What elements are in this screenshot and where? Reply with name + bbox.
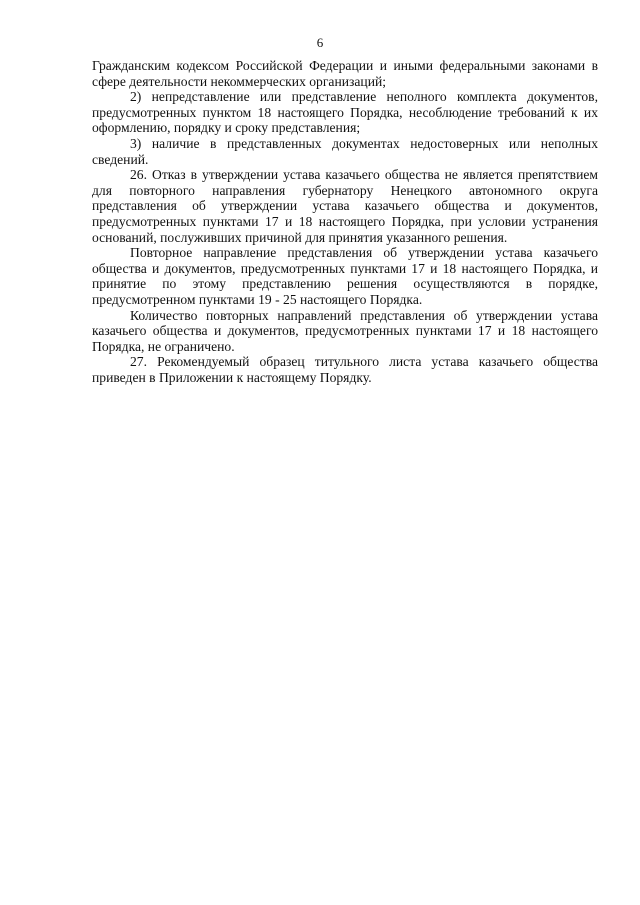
paragraph-item-3: 3) наличие в представленных документах недостоверных или неполных сведений. bbox=[92, 135, 598, 167]
document-body bbox=[92, 58, 598, 385]
paragraph-26: 26. Отказ в утверждении устава казачьего общества не является препятствием для повторного направления губернатору Ненецкого автономного округа представления об утверждении устава казачьего общества и документов, предусмотренных пунктами 17 и 18 настоящего Порядка, при условии устранения оснований, послуживших причиной для принятия указанного решения. bbox=[92, 167, 598, 245]
paragraph-27: 27. Рекомендуемый образец титульного листа устава казачьего общества приведен в Приложении к настоящему Порядку. bbox=[92, 354, 598, 385]
paragraph-continuation: Гражданским кодексом Российской Федерации и иными федеральными законами в сфере деятельности некоммерческих организаций; bbox=[92, 58, 598, 89]
paragraph-repeat-submission: Повторное направление представления об утверждении устава казачьего общества и документов, предусмотренных пунктами 17 и 18 настоящего Порядка, и принятие по этому представлению решения осуществляются в порядке, предусмотренном пунктами 19 - 25 настоящего Порядка. bbox=[92, 245, 598, 307]
paragraph-item-2: 2) непредставление или представление неполного комплекта документов, предусмотренных пунктом 18 настоящего Порядка, несоблюдение требований к их оформлению, порядку и сроку представления; bbox=[92, 89, 598, 136]
paragraph-repeat-count: Количество повторных направлений представления об утверждении устава казачьего общества и документов, предусмотренных пунктами 17 и 18 настоящего Порядка, не ограничено. bbox=[92, 307, 598, 354]
page-number: 6 bbox=[316, 35, 324, 50]
